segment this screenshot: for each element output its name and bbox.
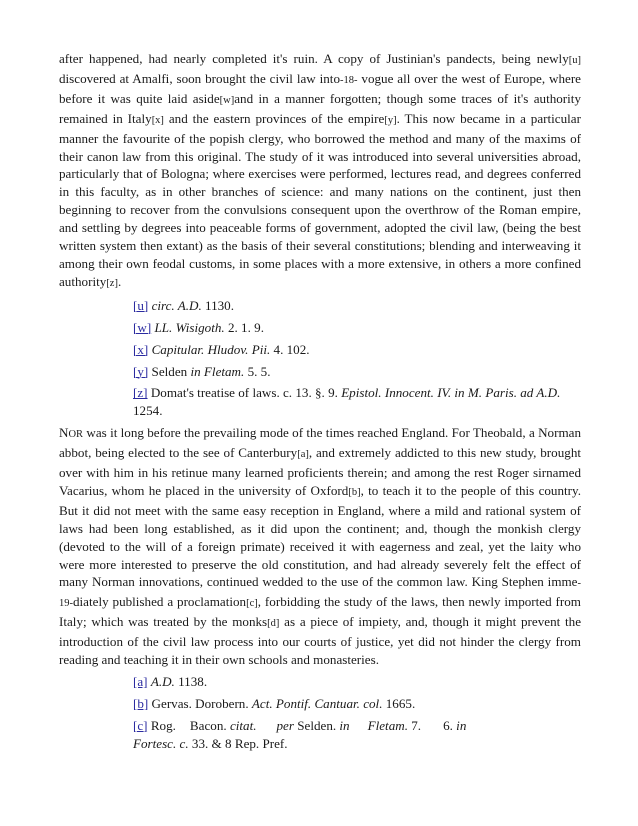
- footnote-y: [133, 363, 581, 381]
- document-page: [59, 50, 581, 757]
- text-run: as a piece of impiety, and, though it might prevent the introduction of the civil law process into our courts of justice, yet did not hinder the clergy from reading and teaching it in their own schools and monasteries.: [59, 614, 582, 668]
- footnote-italic: Act. Pontif. Cantuar. col.: [251, 695, 383, 711]
- text-run: after happened, had nearly completed it's ruin. A copy of Justinian's pandects, being newly: [59, 51, 569, 66]
- text-run: . This now became in a particular manner the favourite of the popish clergy, who borrowed the method and many of the maxims of their canon law from this original. The study of it was introduced into several universities abroad, particularly that of Bologna; where exercises were performed, lectures read, and degrees conferred in this faculty, as in other branches of science: and many nations on the continent, just then beginning to recover from the convulsions consequent upon the overthrow of the Roman empire, and settling by degrees into peaceable forms of government, adopted the civil law, (being the best written system then extant) as the basis of their several constitutions; blending and interweaving it among their own feodal customs, in some places with a more extensive, in others a more confined authority: [59, 110, 581, 289]
- footnote-italic: citat.: [229, 717, 257, 733]
- footnote-text: 6.: [443, 717, 453, 733]
- footnote-text: 1254.: [133, 403, 163, 419]
- footnote-italic: in Fletam.: [190, 363, 245, 379]
- text-run: diately published a proclamation: [73, 594, 247, 610]
- footnote-ref-x[interactable]: [x]: [151, 114, 164, 126]
- footnote-x: [133, 341, 581, 359]
- footnote-ref-w[interactable]: [w]: [219, 94, 235, 106]
- footnote-italic: Capitular. Hludov. Pii.: [151, 341, 271, 357]
- text-run: was it long before the prevailing mode of the times reached England. For Theobald, a Norman abbot, being elected to the see of Canterbury: [59, 425, 581, 461]
- text-run: and in a manner forgotten; though some traces of it's authority remained in Italy: [59, 90, 581, 126]
- footnote-text: Rog.: [147, 717, 176, 733]
- text-run: vogue all over the west of Europe, where before it was quite laid aside: [59, 70, 581, 106]
- footnote-text: Domat's treatise of laws. c. 13. §. 9.: [147, 385, 342, 401]
- footnote-text: 5. 5.: [244, 363, 271, 379]
- footnote-text: 1130.: [201, 297, 234, 313]
- footnote-italic: LL. Wisigoth.: [154, 319, 225, 335]
- footnote-c: [133, 717, 581, 753]
- page-marker-19: -19-: [59, 578, 581, 610]
- footnote-ref-d[interactable]: [d]: [267, 618, 280, 630]
- footnote-ref-c[interactable]: [c]: [246, 598, 258, 610]
- footnote-text: 4. 102.: [270, 341, 310, 357]
- footnote-ref-y[interactable]: [y]: [384, 114, 397, 126]
- footnote-ref-a[interactable]: [a]: [297, 449, 309, 461]
- text-run: .: [117, 273, 122, 289]
- footnote-link-z[interactable]: [z]: [133, 385, 148, 401]
- footnote-text: Bacon.: [189, 717, 227, 733]
- footnote-italic: in: [452, 717, 467, 733]
- footnote-italic: A.D.: [150, 674, 175, 689]
- text-run: , forbidding the study of the laws, then newly imported from Italy; which was treated by the monks: [59, 594, 581, 630]
- footnote-italic: in: [339, 717, 350, 733]
- footnote-a: [133, 673, 581, 691]
- footnote-w: [133, 319, 581, 337]
- footnote-ref-b[interactable]: [b]: [348, 486, 361, 498]
- footnote-text: Selden.: [293, 717, 337, 733]
- paragraph-civil-law-revival: [59, 50, 581, 293]
- footnote-text: 7.: [407, 717, 422, 733]
- footnote-text: 33. & 8 Rep. Pref.: [188, 735, 288, 751]
- text-run: , and extremely addicted to this new study, brought over with him in his retinue many learned proficients therein; and among the rest Roger sirnamed Vacarius, whom he placed in the university of Oxford: [59, 445, 581, 498]
- small-caps-rest: OR: [68, 429, 84, 441]
- footnote-link-w[interactable]: [w]: [133, 319, 152, 335]
- footnote-text: Selden: [148, 363, 191, 379]
- page-marker-18: -18-: [340, 74, 358, 86]
- footnote-link-x[interactable]: [x]: [133, 341, 149, 357]
- text-run: discovered at Amalfi, soon brought the civil law into: [59, 70, 340, 86]
- small-caps-initial: N: [59, 425, 69, 441]
- footnote-link-c[interactable]: [c]: [133, 717, 148, 733]
- footnote-link-b[interactable]: [b]: [133, 695, 149, 711]
- footnote-z: [133, 384, 581, 420]
- footnote-list-1: [133, 297, 581, 420]
- footnote-u: [133, 297, 581, 315]
- footnote-link-a[interactable]: [a]: [133, 674, 148, 689]
- footnote-link-y[interactable]: [y]: [133, 363, 149, 379]
- footnote-text: 1665.: [382, 695, 416, 711]
- footnote-ref-z[interactable]: [z]: [106, 277, 118, 289]
- footnote-text: Gervas. Dorobern.: [148, 695, 252, 711]
- text-run: , to teach it to the people of this country. But it did not meet with the same easy reception in England, where a mild and rational system of laws had been long established, as it did upon the continent; and, though the monkish clergy (devoted to the will of a foreign primate) received it with eagerness and zeal, yet the laity who were more interested to preserve the old constitution, and had already severely felt the effect of many Norman innovations, continued wedded to the use of the common law. King Stephen imme: [59, 482, 581, 590]
- footnote-italic: Fortesc. c.: [133, 735, 189, 751]
- footnote-text: 2. 1. 9.: [224, 319, 264, 335]
- footnote-link-u[interactable]: [u]: [133, 297, 149, 313]
- footnote-ref-u[interactable]: [u]: [568, 55, 581, 66]
- footnote-list-2: [133, 673, 581, 753]
- footnote-text: 1138.: [174, 674, 208, 689]
- footnote-italic: circ. A.D.: [151, 297, 202, 313]
- footnote-italic: Epistol. Innocent. IV. in M. Paris. ad A.D.: [341, 385, 561, 401]
- text-run: and the eastern provinces of the empire: [163, 110, 385, 126]
- paragraph-civil-law-england: [59, 424, 581, 669]
- footnote-b: [133, 695, 581, 713]
- footnote-italic: Fletam.: [367, 717, 408, 733]
- footnote-italic: per: [276, 717, 294, 733]
